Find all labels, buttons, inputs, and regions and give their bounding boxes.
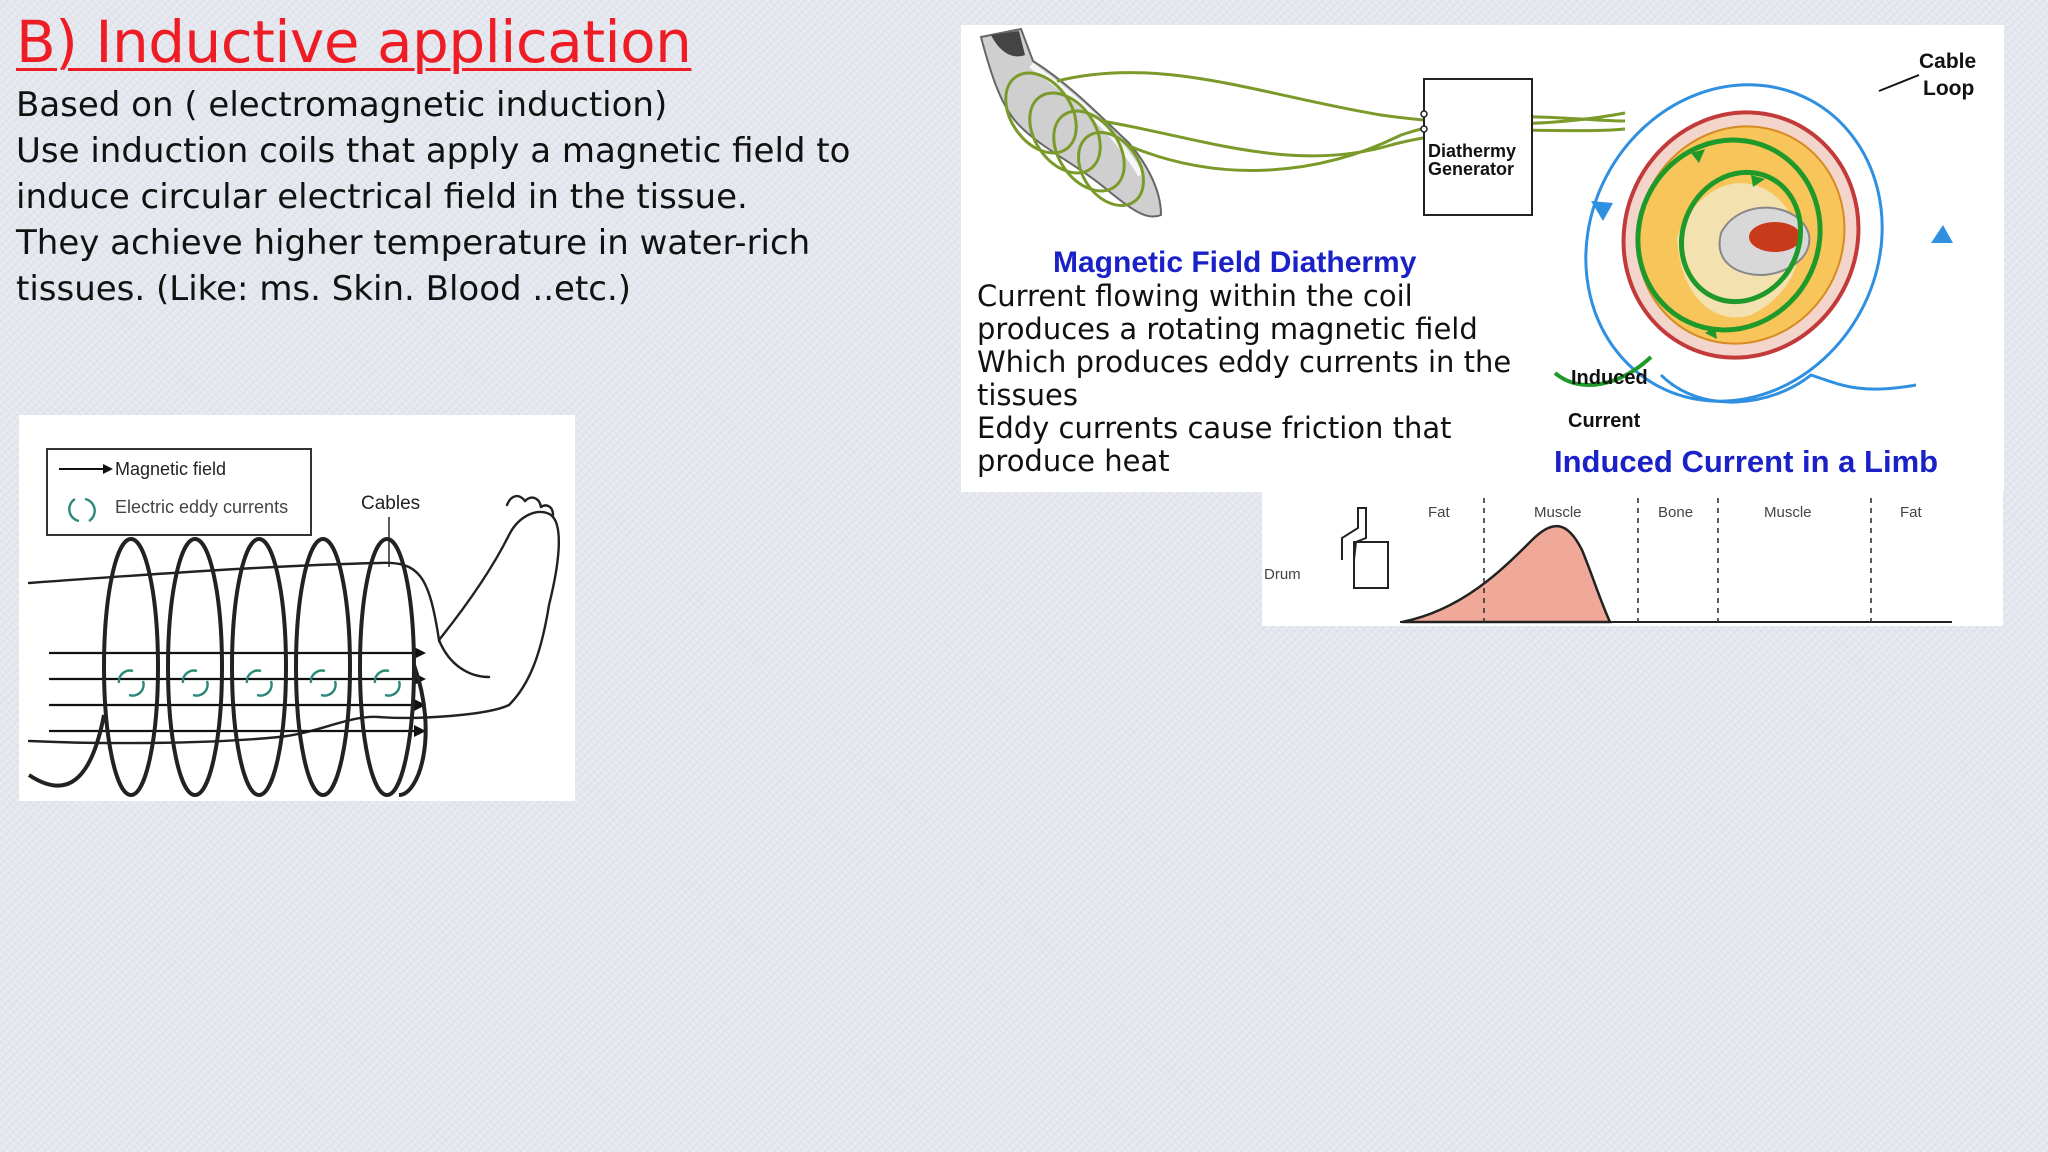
loop-arrow-icon bbox=[1591, 201, 1613, 221]
cable-loop-pointer bbox=[1879, 75, 1919, 91]
arm-illustration bbox=[981, 29, 1161, 217]
slide-title: B) Inductive application bbox=[16, 8, 692, 76]
body-line: Use induction coils that apply a magnetic field to bbox=[16, 131, 851, 171]
heating-profile-illustration bbox=[1262, 490, 2003, 626]
body-line: induce circular electrical field in the tissue. bbox=[16, 177, 748, 217]
leg-coil-illustration bbox=[19, 415, 575, 801]
terminal-icon bbox=[1421, 111, 1427, 117]
layer-label: Bone bbox=[1658, 504, 1694, 521]
magnetic-field-diathermy-caption: Magnetic Field Diathermy bbox=[1053, 246, 1417, 279]
layer-label: Muscle bbox=[1764, 504, 1812, 521]
description-line: produce heat bbox=[977, 444, 1170, 478]
layer-label: Fat bbox=[1428, 504, 1450, 521]
heating-profile-figure bbox=[1262, 490, 2003, 626]
eddy-current-icons bbox=[119, 671, 400, 696]
description-line: produces a rotating magnetic field bbox=[977, 312, 1478, 346]
generator-label-line2: Generator bbox=[1428, 159, 1515, 179]
description-line: Current flowing within the coil bbox=[977, 279, 1413, 313]
induced-current-caption: Induced Current in a Limb bbox=[1554, 444, 1939, 479]
body-line: They achieve higher temperature in water-rich bbox=[16, 223, 811, 263]
bone-marrow bbox=[1749, 222, 1801, 252]
cables-label: Cables bbox=[361, 493, 421, 514]
diathermy-figure bbox=[961, 25, 2004, 492]
induced-label-2: Current bbox=[1568, 410, 1641, 432]
description-line: Eddy currents cause friction that bbox=[977, 411, 1452, 445]
body-line: tissues. (Like: ms. Skin. Blood ..etc.) bbox=[16, 269, 632, 309]
drum-label: Drum bbox=[1264, 566, 1301, 583]
leg-coil-figure bbox=[19, 415, 575, 801]
slide-body-text bbox=[16, 82, 851, 312]
diathermy-description bbox=[977, 280, 1567, 478]
cable-loop-label-2: Loop bbox=[1923, 77, 1975, 100]
limb-cross-section bbox=[1531, 32, 1953, 453]
drum-icon bbox=[1342, 508, 1388, 588]
cable-loop-label-1: Cable bbox=[1919, 50, 1977, 73]
heating-curve bbox=[1402, 526, 1610, 622]
description-line: tissues bbox=[977, 378, 1078, 412]
layer-label: Fat bbox=[1900, 504, 1922, 521]
layer-label: Muscle bbox=[1534, 504, 1582, 521]
terminal-icon bbox=[1421, 126, 1427, 132]
generator-label-line1: Diathermy bbox=[1428, 141, 1517, 161]
legend-magnetic-field: Magnetic field bbox=[115, 459, 227, 479]
legend-eddy-currents: Electric eddy currents bbox=[115, 497, 289, 517]
induced-label-1: Induced bbox=[1571, 367, 1648, 389]
description-line: Which produces eddy currents in the bbox=[977, 345, 1512, 379]
loop-arrow-icon bbox=[1931, 225, 1953, 243]
induction-coils bbox=[29, 539, 426, 795]
body-line: Based on ( electromagnetic induction) bbox=[16, 85, 668, 125]
